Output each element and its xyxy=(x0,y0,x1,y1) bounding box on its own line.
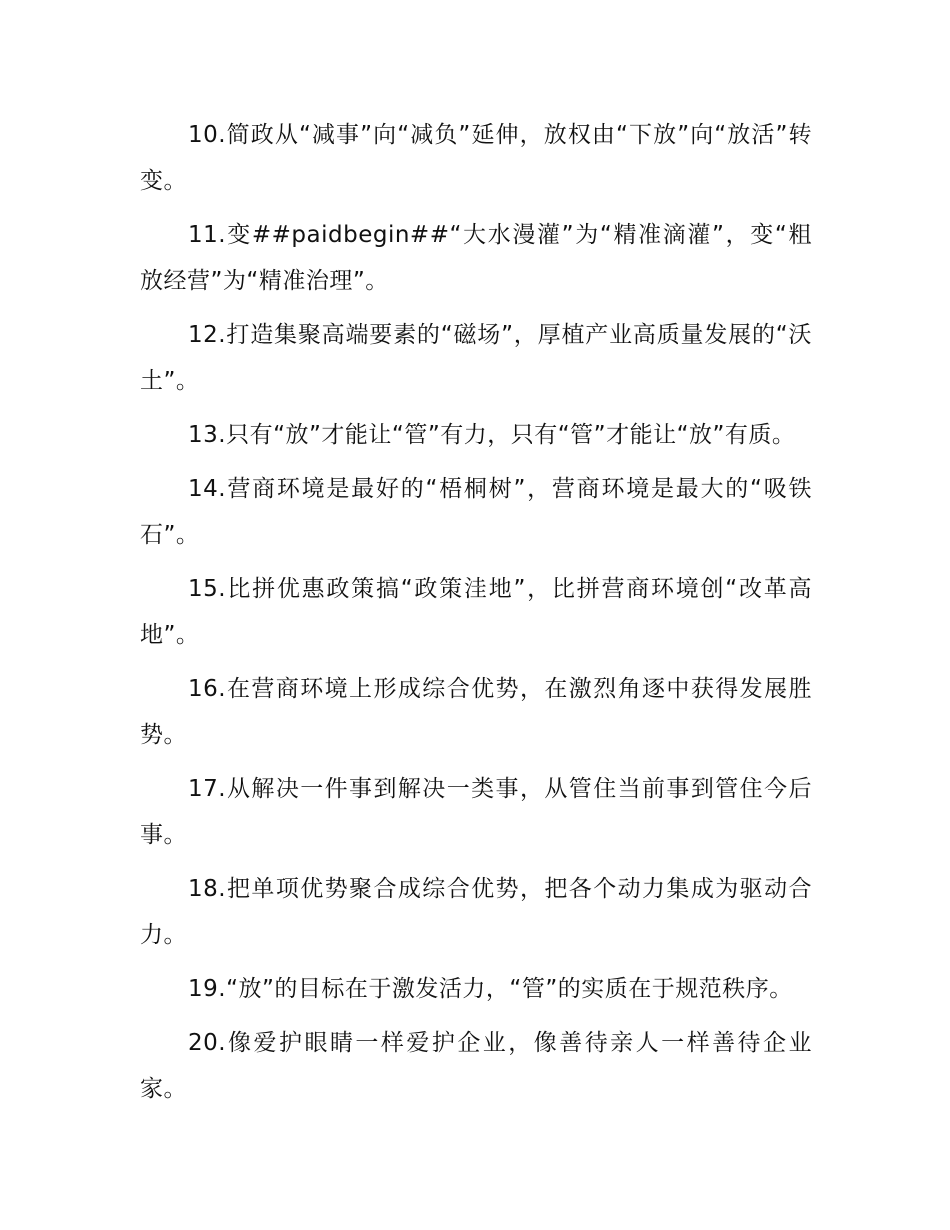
paragraph-15: 15.比拼优惠政策搞“政策洼地”，比拼营商环境创“改革高地”。 xyxy=(140,576,812,648)
paragraph-16: 16.在营商环境上形成综合优势，在激烈角逐中获得发展胜势。 xyxy=(140,676,812,748)
paragraph-18: 18.把单项优势聚合成综合优势，把各个动力集成为驱动合力。 xyxy=(140,876,812,948)
paragraph-19: 19.“放”的目标在于激发活力，“管”的实质在于规范秩序。 xyxy=(188,976,793,1002)
paragraph-10: 10.简政从“减事”向“减负”延伸，放权由“下放”向“放活”转变。 xyxy=(140,122,812,194)
document-body xyxy=(140,112,812,1120)
paragraph-20: 20.像爱护眼睛一样爱护企业，像善待亲人一样善待企业家。 xyxy=(140,1030,812,1102)
paragraph-11: 11.变##paidbegin##“大水漫灌”为“精准滴灌”，变“粗放经营”为“精准治理”。 xyxy=(140,222,812,294)
paragraph-17: 17.从解决一件事到解决一类事，从管住当前事到管住今后事。 xyxy=(140,776,812,848)
paragraph-13: 13.只有“放”才能让“管”有力，只有“管”才能让“放”有质。 xyxy=(188,422,796,448)
paragraph-12: 12.打造集聚高端要素的“磁场”，厚植产业高质量发展的“沃土”。 xyxy=(140,322,812,394)
paragraph-14: 14.营商环境是最好的“梧桐树”，营商环境是最大的“吸铁石”。 xyxy=(140,476,812,548)
